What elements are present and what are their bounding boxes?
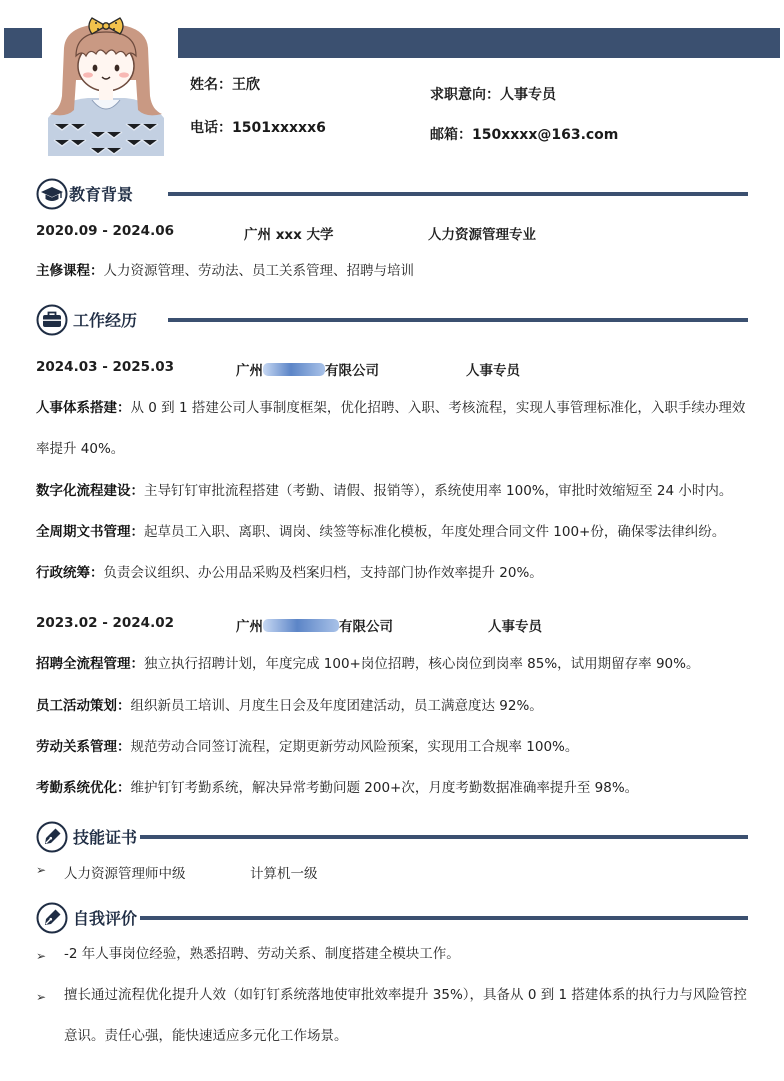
email-field: 邮箱：150xxxx@163.com <box>430 127 619 143</box>
job-role: 人事专员 <box>488 619 542 635</box>
job-item-label: 招聘全流程管理： <box>36 656 144 672</box>
job-item <box>36 644 750 685</box>
bullet-arrow: ➢ <box>36 990 47 1004</box>
header-bar-right <box>178 28 780 58</box>
section-divider <box>168 318 748 322</box>
section-work-header <box>36 304 748 336</box>
name-field: 姓名：王欣 <box>190 77 260 93</box>
job-item <box>36 686 750 727</box>
education-major: 人力资源管理专业 <box>428 227 536 243</box>
job-item-text: 起草员工入职、离职、调岗、续签等标准化模板，年度处理合同文件 100+份，确保零法律纠纷。 <box>144 524 726 540</box>
job-intention-field: 求职意向：人事专员 <box>430 87 556 103</box>
job-period: 2023.02 - 2024.02 <box>36 615 174 631</box>
section-title-self: 自我评价 <box>73 909 138 928</box>
job-item-text: 组织新员工培训、月度生日会及年度团建活动，员工满意度达 92%。 <box>130 698 543 714</box>
job-company <box>236 615 393 635</box>
job-item-label: 数字化流程建设： <box>36 483 144 499</box>
redacted-blur <box>263 619 339 632</box>
education-school: 广州 xxx 大学 <box>244 227 334 243</box>
company-prefix: 广州 <box>236 363 263 379</box>
job-item-text: 独立执行招聘计划，年度完成 100+岗位招聘，核心岗位到岗率 85%，试用期留存率 90%。 <box>144 656 700 672</box>
briefcase-icon <box>36 304 68 336</box>
job-item <box>36 768 750 809</box>
section-title-work: 工作经历 <box>73 311 138 330</box>
avatar <box>44 14 168 156</box>
job-item-text: 负责会议组织、办公用品采购及档案归档，支持部门协作效率提升 20%。 <box>103 565 543 581</box>
self-item: 擅长通过流程优化提升人效（如钉钉系统落地使审批效率提升 35%），具备从 0 到 1 搭建体系的执行力与风险管控意识。责任心强，能快速适应多元化工作场景。 <box>64 987 747 1044</box>
section-education-header <box>36 178 748 210</box>
job-item-label: 考勤系统优化： <box>36 780 131 796</box>
job-period: 2024.03 - 2025.03 <box>36 359 174 375</box>
job-item-text: 维护钉钉考勤系统，解决异常考勤问题 200+次，月度考勤数据准确率提升至 98%。 <box>130 780 639 796</box>
education-courses <box>36 251 750 292</box>
job-row <box>36 615 750 633</box>
company-suffix: 有限公司 <box>339 619 393 635</box>
bullet-arrow: ➢ <box>36 949 47 963</box>
job-item-label: 全周期文书管理： <box>36 524 144 540</box>
job-item <box>36 512 750 553</box>
job-item-label: 劳动关系管理： <box>36 739 131 755</box>
header-bar-left <box>4 28 42 58</box>
job-item-label: 人事体系搭建： <box>36 400 131 416</box>
job-item-label: 员工活动策划： <box>36 698 131 714</box>
job-item <box>36 727 750 768</box>
pen-nib-icon <box>36 821 68 853</box>
job-item-text: 主导钉钉审批流程搭建（考勤、请假、报销等），系统使用率 100%，审批时效缩短至 24 小时内。 <box>144 483 733 499</box>
section-skills-header <box>36 821 748 853</box>
job-item <box>36 388 750 470</box>
education-period: 2020.09 - 2024.06 <box>36 223 174 239</box>
education-row <box>36 223 750 241</box>
section-divider <box>140 916 748 920</box>
company-prefix: 广州 <box>236 619 263 635</box>
job-role: 人事专员 <box>466 363 520 379</box>
courses-text: 人力资源管理、劳动法、员工关系管理、招聘与培训 <box>103 263 414 279</box>
job-item-label: 行政统筹： <box>36 565 104 581</box>
section-title-skills: 技能证书 <box>73 828 138 847</box>
courses-label: 主修课程： <box>36 263 104 279</box>
self-item: -2 年人事岗位经验，熟悉招聘、劳动关系、制度搭建全模块工作。 <box>64 946 460 962</box>
graduation-cap-icon <box>36 178 68 210</box>
pen-nib-icon <box>36 902 68 934</box>
phone-field: 电话：1501xxxxx6 <box>190 120 326 136</box>
company-suffix: 有限公司 <box>325 363 379 379</box>
skill-item: 人力资源管理师中级 <box>64 866 186 882</box>
section-divider <box>168 192 748 196</box>
section-title-education: 教育背景 <box>69 185 134 204</box>
job-row <box>36 359 750 377</box>
redacted-blur <box>263 363 325 376</box>
section-divider <box>140 835 748 839</box>
job-item <box>36 553 750 594</box>
skill-item: 计算机一级 <box>250 866 318 882</box>
job-item-text: 从 0 到 1 搭建公司人事制度框架，优化招聘、入职、考核流程，实现人事管理标准化，入职手续办理效率提升 40%。 <box>36 400 746 457</box>
section-self-header <box>36 902 748 934</box>
job-item-text: 规范劳动合同签订流程，定期更新劳动风险预案，实现用工合规率 100%。 <box>130 739 579 755</box>
bullet-arrow: ➢ <box>36 863 47 877</box>
job-company <box>236 359 379 379</box>
job-item <box>36 471 750 512</box>
